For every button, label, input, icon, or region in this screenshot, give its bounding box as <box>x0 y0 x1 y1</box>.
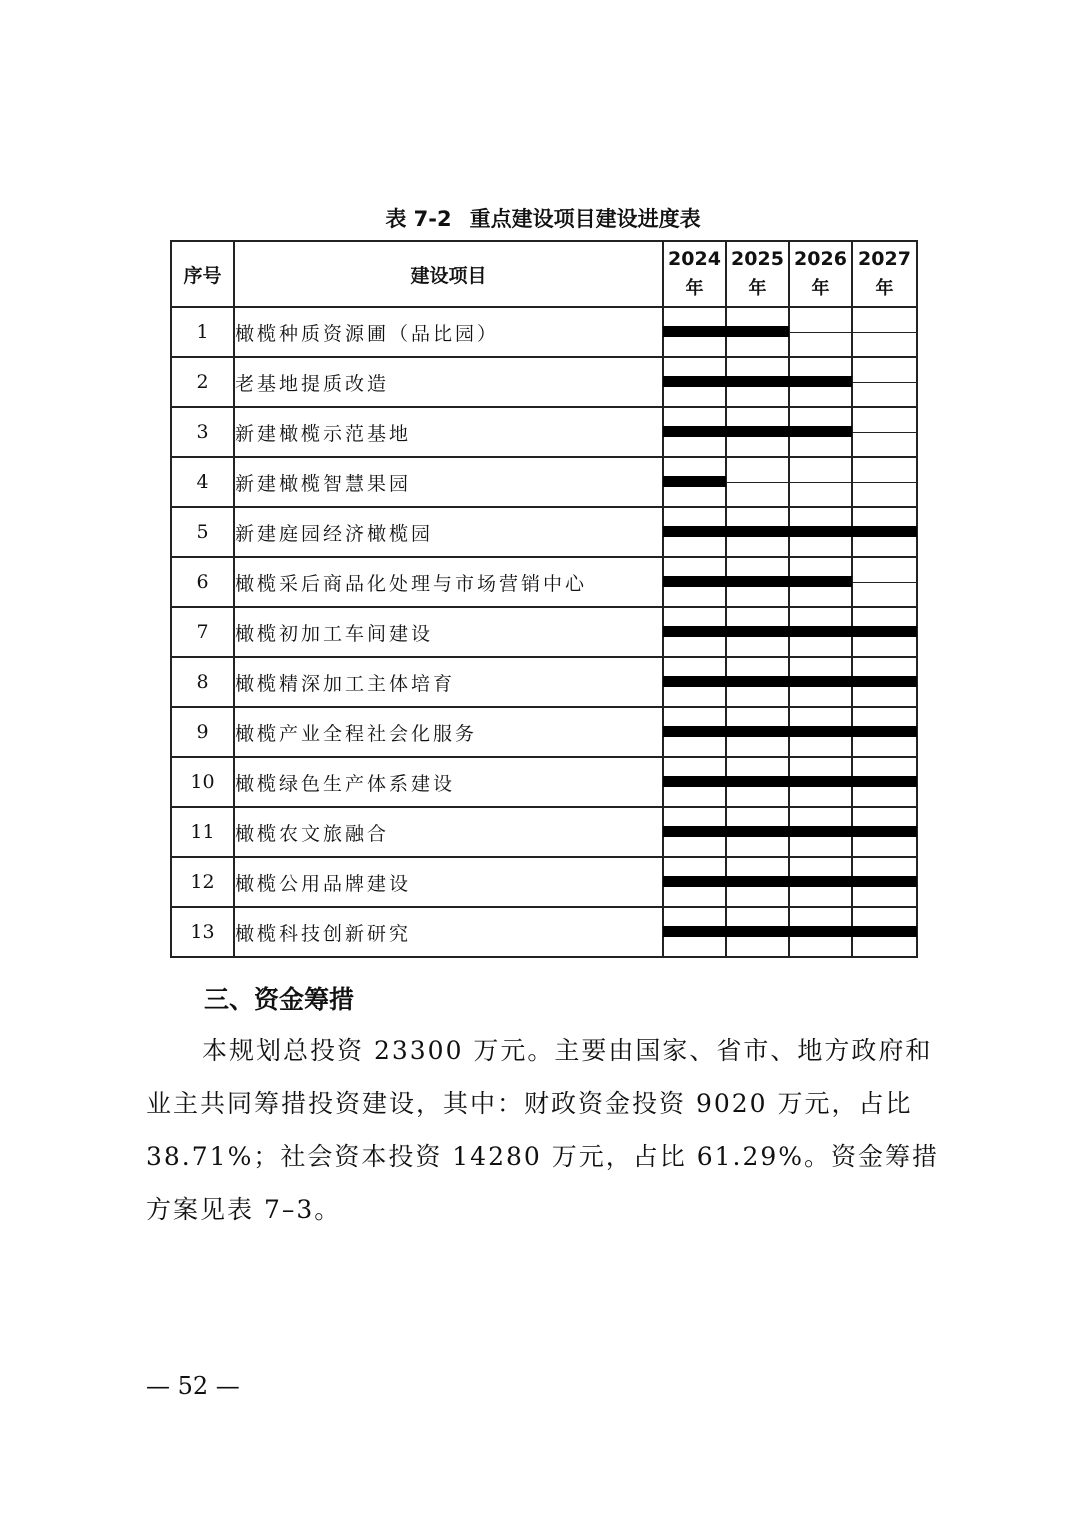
cell-divider <box>853 632 916 633</box>
cell-divider <box>664 482 725 483</box>
table-caption-title: 重点建设项目建设进度表 <box>469 207 701 231</box>
cell-divider <box>664 582 725 583</box>
header-year-value: 2027 <box>858 248 911 270</box>
row-seq: 8 <box>171 657 234 707</box>
cell-divider <box>790 732 851 733</box>
table-row <box>171 507 917 557</box>
year-cell <box>789 507 852 557</box>
cell-divider <box>853 532 916 533</box>
year-cell <box>789 657 852 707</box>
year-cell <box>663 807 726 857</box>
row-seq: 13 <box>171 907 234 957</box>
year-cell <box>663 707 726 757</box>
row-project: 橄榄公用品牌建设 <box>234 857 663 907</box>
table-caption <box>170 203 916 233</box>
cell-divider <box>790 582 851 583</box>
cell-divider <box>853 582 916 583</box>
row-seq: 7 <box>171 607 234 657</box>
header-year-2027 <box>852 241 917 307</box>
year-cell <box>726 607 789 657</box>
year-cell <box>789 857 852 907</box>
header-year-2026 <box>789 241 852 307</box>
year-cell <box>726 707 789 757</box>
cell-divider <box>853 432 916 433</box>
header-year-2025 <box>726 241 789 307</box>
cell-divider <box>853 882 916 883</box>
year-cell <box>663 507 726 557</box>
row-seq: 10 <box>171 757 234 807</box>
year-cell <box>789 807 852 857</box>
year-cell <box>789 707 852 757</box>
row-project: 橄榄科技创新研究 <box>234 907 663 957</box>
cell-divider <box>727 632 788 633</box>
cell-divider <box>853 732 916 733</box>
table-row <box>171 557 917 607</box>
row-seq: 5 <box>171 507 234 557</box>
cell-divider <box>727 332 788 333</box>
year-cell <box>726 857 789 907</box>
table-row <box>171 657 917 707</box>
section-heading: 三、资金筹措 <box>204 985 355 1014</box>
cell-divider <box>664 832 725 833</box>
year-cell <box>663 407 726 457</box>
row-seq: 1 <box>171 307 234 357</box>
year-cell <box>789 607 852 657</box>
year-cell <box>663 557 726 607</box>
cell-divider <box>727 782 788 783</box>
year-cell <box>789 757 852 807</box>
year-cell <box>663 857 726 907</box>
year-cell <box>852 707 917 757</box>
year-cell <box>852 457 917 507</box>
cell-divider <box>790 882 851 883</box>
cell-divider <box>664 732 725 733</box>
cell-divider <box>664 882 725 883</box>
cell-divider <box>790 382 851 383</box>
year-cell <box>852 907 917 957</box>
year-cell <box>789 307 852 357</box>
year-cell <box>852 357 917 407</box>
year-cell <box>726 457 789 507</box>
cell-divider <box>664 932 725 933</box>
cell-divider <box>664 382 725 383</box>
cell-divider <box>664 532 725 533</box>
row-seq: 6 <box>171 557 234 607</box>
header-year-unit: 年 <box>811 278 830 299</box>
row-project: 橄榄采后商品化处理与市场营销中心 <box>234 557 663 607</box>
cell-divider <box>727 582 788 583</box>
cell-divider <box>727 482 788 483</box>
year-cell <box>789 907 852 957</box>
year-cell <box>663 457 726 507</box>
year-cell <box>852 557 917 607</box>
table-row <box>171 707 917 757</box>
table-header-row <box>171 241 917 307</box>
cell-divider <box>727 732 788 733</box>
cell-divider <box>727 932 788 933</box>
year-cell <box>852 657 917 707</box>
header-year-unit: 年 <box>685 278 704 299</box>
year-cell <box>852 507 917 557</box>
row-seq: 4 <box>171 457 234 507</box>
year-cell <box>726 807 789 857</box>
table-caption-number: 表 7-2 <box>385 207 452 231</box>
header-seq: 序号 <box>171 241 234 307</box>
year-cell <box>663 657 726 707</box>
cell-divider <box>790 832 851 833</box>
cell-divider <box>790 682 851 683</box>
year-cell <box>663 607 726 657</box>
year-cell <box>789 407 852 457</box>
table-row <box>171 357 917 407</box>
cell-divider <box>727 382 788 383</box>
year-cell <box>663 307 726 357</box>
cell-divider <box>727 682 788 683</box>
cell-divider <box>727 832 788 833</box>
cell-divider <box>664 682 725 683</box>
cell-divider <box>790 332 851 333</box>
table-row <box>171 757 917 807</box>
schedule-table <box>170 240 918 958</box>
table-row <box>171 807 917 857</box>
year-cell <box>726 407 789 457</box>
cell-divider <box>853 382 916 383</box>
year-cell <box>663 907 726 957</box>
header-year-value: 2025 <box>731 248 784 270</box>
cell-divider <box>790 632 851 633</box>
cell-divider <box>664 782 725 783</box>
year-cell <box>726 307 789 357</box>
row-project: 橄榄产业全程社会化服务 <box>234 707 663 757</box>
year-cell <box>663 357 726 407</box>
table-row <box>171 857 917 907</box>
section-paragraph: 本规划总投资 23300 万元。主要由国家、省市、地方政府和业主共同筹措投资建设，其中：财政资金投资 9020 万元，占比 38.71%；社会资本投资 14280 万元，占比 61.29%。资金筹措方案见表 7–3。 <box>146 1036 940 1224</box>
year-cell <box>852 807 917 857</box>
header-year-unit: 年 <box>748 278 767 299</box>
header-project: 建设项目 <box>234 241 663 307</box>
cell-divider <box>790 482 851 483</box>
cell-divider <box>790 432 851 433</box>
cell-divider <box>853 482 916 483</box>
row-project: 橄榄种质资源圃（品比园） <box>234 307 663 357</box>
cell-divider <box>790 782 851 783</box>
row-project: 橄榄农文旅融合 <box>234 807 663 857</box>
cell-divider <box>790 932 851 933</box>
row-project: 老基地提质改造 <box>234 357 663 407</box>
row-project: 橄榄精深加工主体培育 <box>234 657 663 707</box>
year-cell <box>726 507 789 557</box>
row-seq: 2 <box>171 357 234 407</box>
year-cell <box>789 357 852 407</box>
table-row <box>171 307 917 357</box>
row-project: 橄榄初加工车间建设 <box>234 607 663 657</box>
header-year-value: 2026 <box>794 248 847 270</box>
cell-divider <box>664 432 725 433</box>
cell-divider <box>664 632 725 633</box>
year-cell <box>852 607 917 657</box>
year-cell <box>852 407 917 457</box>
row-project: 新建庭园经济橄榄园 <box>234 507 663 557</box>
row-seq: 11 <box>171 807 234 857</box>
row-project: 橄榄绿色生产体系建设 <box>234 757 663 807</box>
year-cell <box>663 757 726 807</box>
cell-divider <box>853 782 916 783</box>
year-cell <box>726 557 789 607</box>
row-seq: 9 <box>171 707 234 757</box>
page-number: — 52 — <box>146 1372 240 1400</box>
row-seq: 12 <box>171 857 234 907</box>
year-cell <box>726 657 789 707</box>
row-project: 新建橄榄示范基地 <box>234 407 663 457</box>
year-cell <box>726 357 789 407</box>
year-cell <box>852 857 917 907</box>
table-row <box>171 457 917 507</box>
year-cell <box>789 557 852 607</box>
cell-divider <box>790 532 851 533</box>
cell-divider <box>727 532 788 533</box>
year-cell <box>789 457 852 507</box>
cell-divider <box>853 832 916 833</box>
header-year-unit: 年 <box>875 278 894 299</box>
year-cell <box>852 757 917 807</box>
table-row <box>171 607 917 657</box>
cell-divider <box>853 682 916 683</box>
year-cell <box>726 757 789 807</box>
year-cell <box>852 307 917 357</box>
cell-divider <box>727 882 788 883</box>
cell-divider <box>727 432 788 433</box>
cell-divider <box>853 932 916 933</box>
table-row <box>171 407 917 457</box>
year-cell <box>726 907 789 957</box>
row-seq: 3 <box>171 407 234 457</box>
header-year-2024 <box>663 241 726 307</box>
cell-divider <box>853 332 916 333</box>
row-project: 新建橄榄智慧果园 <box>234 457 663 507</box>
header-year-value: 2024 <box>668 248 721 270</box>
cell-divider <box>664 332 725 333</box>
table-row <box>171 907 917 957</box>
